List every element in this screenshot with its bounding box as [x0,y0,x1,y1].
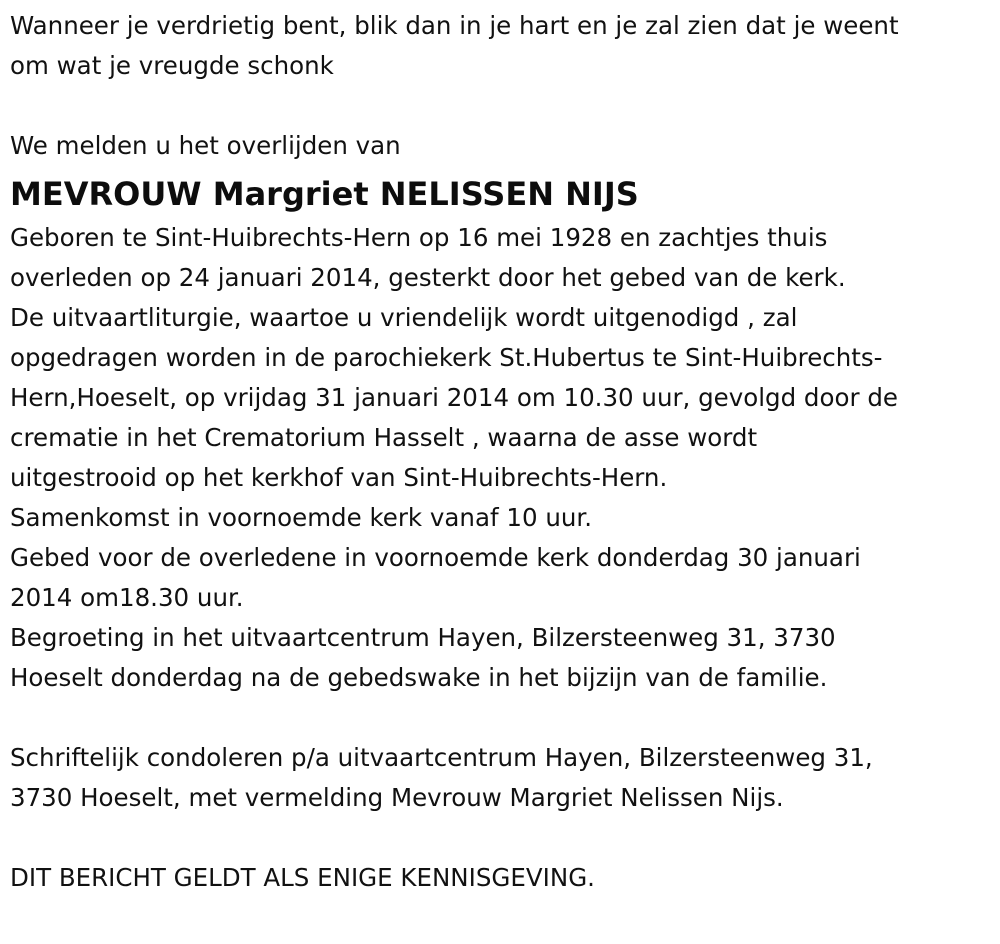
spacer [10,698,995,738]
spacer [10,818,995,858]
body-line: De uitvaartliturgie, waartoe u vriendelijk wordt uitgenodigd , zal [10,303,798,332]
spacer [10,86,995,126]
condolence-line: 3730 Hoeselt, met vermelding Mevrouw Margriet Nelissen Nijs. [10,783,784,812]
body-line: Gebed voor de overledene in voornoemde kerk donderdag 30 januari [10,543,861,572]
quote-line-2: om wat je vreugde schonk [10,51,334,80]
body-line: Hern,Hoeselt, op vrijdag 31 januari 2014 om 10.30 uur, gevolgd door de [10,383,898,412]
quote-line-1: Wanneer je verdrietig bent, blik dan in je hart en je zal zien dat je weent [10,11,899,40]
body-line: crematie in het Crematorium Hasselt , waarna de asse wordt [10,423,758,452]
body-line: Hoeselt donderdag na de gebedswake in het bijzijn van de familie. [10,663,828,692]
condolence-line: Schriftelijk condoleren p/a uitvaartcentrum Hayen, Bilzersteenweg 31, [10,743,873,772]
body-line: Geboren te Sint-Huibrechts-Hern op 16 mei 1928 en zachtjes thuis [10,223,828,252]
deceased-name: MEVROUW Margriet NELISSEN NIJS [10,175,639,213]
body-line: uitgestrooid op het kerkhof van Sint-Huibrechts-Hern. [10,463,668,492]
body-line: 2014 om18.30 uur. [10,583,244,612]
closing-text: DIT BERICHT GELDT ALS ENIGE KENNISGEVING. [10,863,595,892]
body-line: opgedragen worden in de parochiekerk St.Hubertus te Sint-Huibrechts- [10,343,883,372]
intro-text: We melden u het overlijden van [10,131,401,160]
body-line: overleden op 24 januari 2014, gesterkt door het gebed van de kerk. [10,263,846,292]
body-line: Begroeting in het uitvaartcentrum Hayen, Bilzersteenweg 31, 3730 [10,623,836,652]
obituary-notice [10,6,995,898]
body-line: Samenkomst in voornoemde kerk vanaf 10 uur. [10,503,593,532]
